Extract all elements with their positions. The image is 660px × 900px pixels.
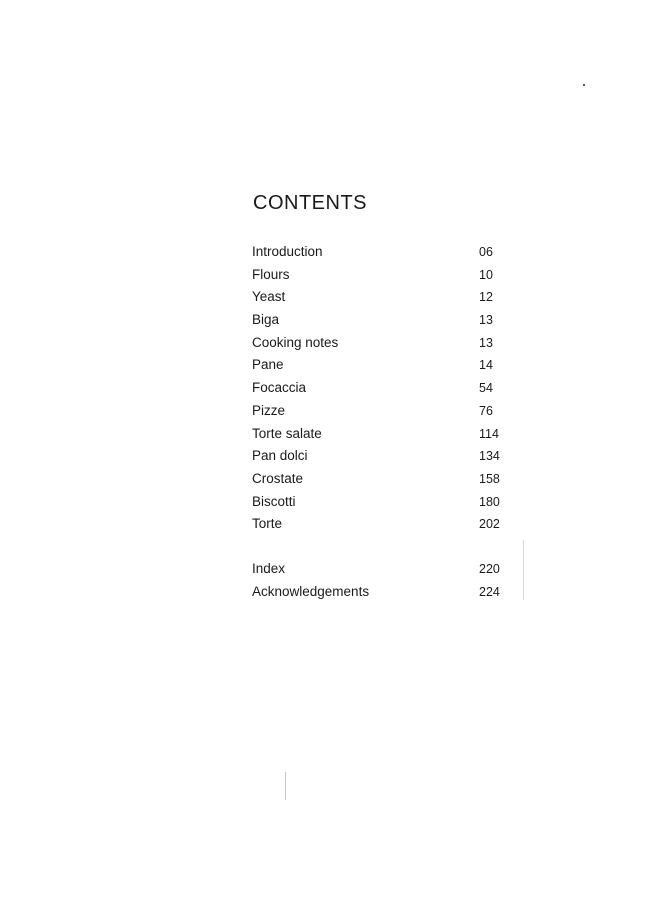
toc-entry-page: 134 bbox=[479, 449, 500, 464]
toc-entry[interactable] bbox=[252, 332, 512, 355]
toc-entry-page: 14 bbox=[479, 358, 493, 373]
toc-entry-title: Torte salate bbox=[252, 425, 322, 441]
toc-entry-page: 76 bbox=[479, 403, 493, 418]
toc-entry[interactable] bbox=[252, 264, 512, 287]
toc-entry-page: 224 bbox=[479, 584, 500, 599]
toc-entry[interactable] bbox=[252, 513, 512, 536]
toc-entry-title: Acknowledgements bbox=[252, 583, 370, 599]
toc-entry-page: 10 bbox=[479, 267, 493, 282]
toc-entry-page: 54 bbox=[479, 381, 493, 396]
toc-entry-title: Pizze bbox=[252, 402, 286, 418]
toc-back-matter-list bbox=[252, 558, 512, 603]
toc-entry-page: 13 bbox=[479, 335, 493, 350]
toc-entry-page: 06 bbox=[479, 245, 493, 259]
toc-entry[interactable] bbox=[252, 400, 512, 423]
toc-entry[interactable] bbox=[252, 581, 512, 604]
toc-entry-page: 202 bbox=[479, 517, 500, 532]
toc-entry-title: Introduction bbox=[252, 244, 323, 259]
toc-entry[interactable] bbox=[252, 468, 512, 491]
toc-entry-title: Pan dolci bbox=[252, 448, 308, 464]
toc-entry-page: 180 bbox=[479, 494, 500, 509]
toc-entry[interactable] bbox=[252, 286, 512, 309]
toc-entry-title: Crostate bbox=[252, 470, 304, 486]
toc-entry[interactable] bbox=[252, 445, 512, 468]
toc-entry[interactable] bbox=[252, 491, 512, 514]
toc-entry-title: Pane bbox=[252, 357, 284, 373]
scan-line bbox=[523, 540, 524, 600]
toc-entry-page: 220 bbox=[479, 562, 500, 576]
toc-entry[interactable] bbox=[252, 423, 512, 446]
toc-entry[interactable] bbox=[252, 558, 512, 581]
toc-entry-title: Focaccia bbox=[252, 380, 307, 396]
toc-entry-title: Yeast bbox=[252, 289, 286, 305]
toc-entry-title: Index bbox=[252, 561, 286, 576]
toc-entry[interactable] bbox=[252, 309, 512, 332]
toc-entry-title: Biga bbox=[252, 312, 280, 328]
toc-entry-page: 12 bbox=[479, 290, 493, 305]
toc-entry-title: Biscotti bbox=[252, 493, 296, 509]
toc-entry-title: Torte bbox=[252, 516, 283, 532]
toc-entry-title: Cooking notes bbox=[252, 334, 339, 350]
toc-entry-title: Flours bbox=[252, 266, 290, 282]
toc-entry-page: 13 bbox=[479, 313, 493, 328]
scan-speck bbox=[583, 84, 585, 86]
toc-entry[interactable] bbox=[252, 241, 512, 264]
toc-entry-page: 158 bbox=[479, 471, 500, 486]
toc-entry[interactable] bbox=[252, 377, 512, 400]
scan-line bbox=[285, 772, 286, 800]
toc-entry[interactable] bbox=[252, 354, 512, 377]
toc-main-list bbox=[252, 241, 512, 536]
page-title: CONTENTS bbox=[253, 192, 367, 214]
toc-entry-page: 114 bbox=[479, 426, 499, 441]
